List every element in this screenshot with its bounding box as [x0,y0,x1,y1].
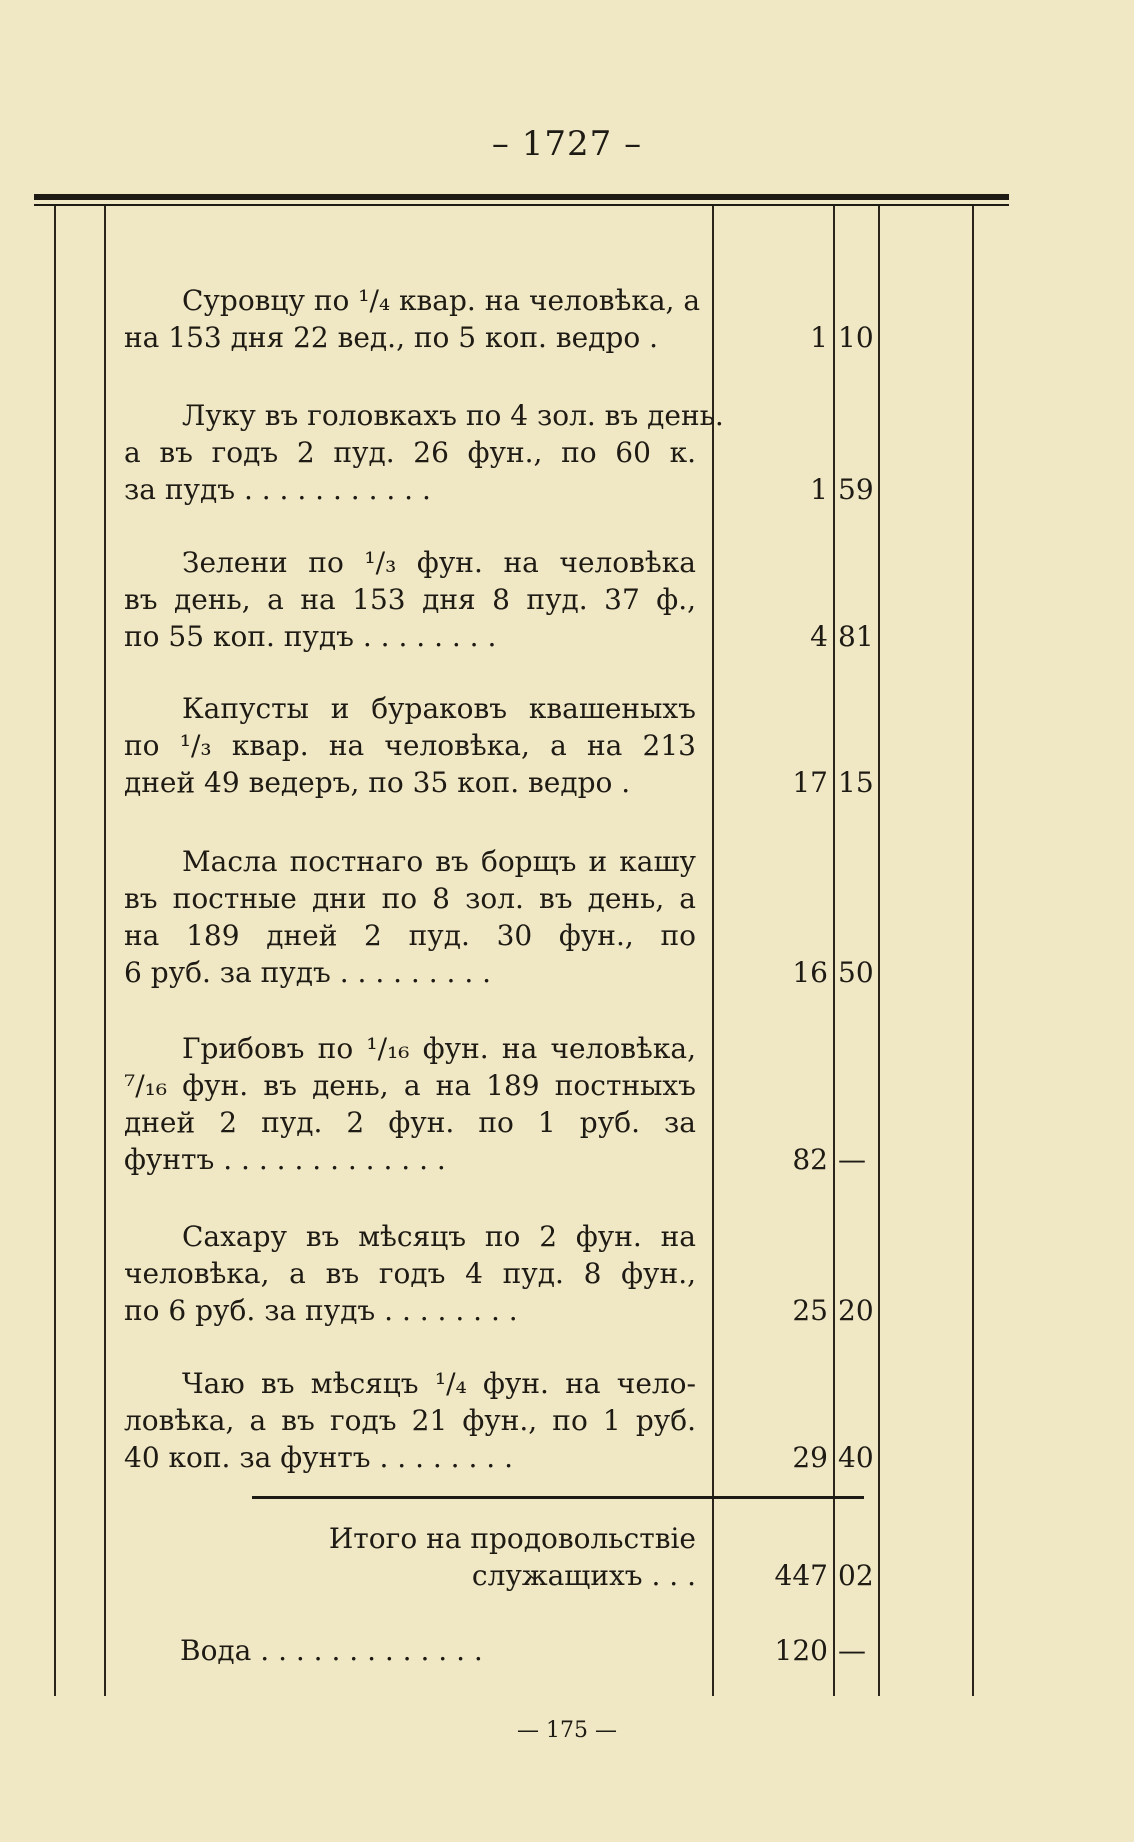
entry-text [124,843,696,991]
entry-line: по 55 коп. пудъ . . . . . . . . [124,620,497,653]
entry-rub: 82 [792,1143,828,1176]
entry-text [124,282,701,356]
top-rule [34,194,1009,200]
entry-line: Зелени по ¹/₃ фун. на человѣка [182,546,696,579]
total-kop: 02 [838,1559,874,1592]
entry-line: за пудъ . . . . . . . . . . . [124,473,431,506]
entry-rub: 16 [792,956,828,989]
entry-line: Грибовъ по ¹/₁₆ фун. на человѣка, [182,1032,696,1065]
entry-line: а въ годъ 2 пуд. 26 фун., по 60 к. [124,436,696,469]
entry-line: Луку въ головкахъ по 4 зол. въ день. [182,399,724,432]
entry-line: фунтъ . . . . . . . . . . . . . [124,1143,446,1176]
entry-kop: — [838,1143,866,1176]
entry-line: въ постные дни по 8 зол. въ день, а [124,882,696,915]
water-kop: — [838,1634,866,1667]
entry-line: 6 руб. за пудъ . . . . . . . . . [124,956,492,989]
entry-line: по ¹/₃ квар. на человѣка, а на 213 [124,729,696,762]
entry-line: человѣка, а въ годъ 4 пуд. 8 фун., [124,1257,696,1290]
entry-kop: 40 [838,1441,874,1474]
entry-kop: 10 [838,321,874,354]
column-line-right-outer [972,206,974,1696]
total-rule [252,1496,864,1499]
entry-text [124,1218,696,1329]
column-line-kop-right [878,206,880,1696]
entry-line: Чаю въ мѣсяцъ ¹/₄ фун. на чело- [182,1367,696,1400]
entry-rub: 4 [810,620,828,653]
total-label-line2: служащихъ . . . [471,1559,696,1592]
entry-line: Суровцу по ¹/₄ квар. на человѣка, а [182,284,701,317]
entry-kop: 20 [838,1294,874,1327]
entry-kop: 81 [838,620,874,653]
entry-text [124,544,696,655]
entry-rub: 1 [810,473,828,506]
entry-line: Масла постнаго въ борщъ и кашу [182,845,696,878]
entry-rub: 17 [792,766,828,799]
entry-line: на 189 дней 2 пуд. 30 фун., по [124,919,696,952]
entry-kop: 50 [838,956,874,989]
entry-kop: 15 [838,766,874,799]
entry-rub: 25 [792,1294,828,1327]
entry-line: на 153 дня 22 вед., по 5 коп. ведро . [124,321,658,354]
water-label: Вода . . . . . . . . . . . . . [180,1634,483,1667]
total-label [124,1520,696,1594]
column-line-rub-kop [833,206,835,1696]
entry-text [124,397,724,508]
column-line-left-inner [104,206,106,1696]
entry-line: Капусты и бураковъ квашеныхъ [182,692,696,725]
entry-line: Сахару въ мѣсяцъ по 2 фун. на [182,1220,696,1253]
entry-line: 40 коп. за фунтъ . . . . . . . . [124,1441,513,1474]
column-line-left-outer [54,206,56,1696]
top-rule-thin [34,204,1009,206]
entry-rub: 29 [792,1441,828,1474]
entry-line: въ день, а на 153 дня 8 пуд. 37 ф., [124,583,696,616]
page-footer-number: — 175 — [517,1718,617,1743]
total-rub: 447 [774,1559,828,1592]
entry-line: дней 2 пуд. 2 фун. по 1 руб. за [124,1106,696,1139]
entry-line: ловѣка, а въ годъ 21 фун., по 1 руб. [124,1404,696,1437]
entry-kop: 59 [838,473,874,506]
entry-rub: 1 [810,321,828,354]
entry-text [124,1365,696,1476]
entry-text [124,690,696,801]
entry-line: дней 49 ведеръ, по 35 коп. ведро . [124,766,631,799]
total-label-line1: Итого на продовольствіе [328,1522,696,1555]
entry-text [124,1030,696,1178]
page-header-number: – 1727 – [491,124,643,164]
water-rub: 120 [774,1634,828,1667]
entry-line: ⁷/₁₆ фун. въ день, а на 189 постныхъ [124,1069,696,1102]
entry-line: по 6 руб. за пудъ . . . . . . . . [124,1294,518,1327]
